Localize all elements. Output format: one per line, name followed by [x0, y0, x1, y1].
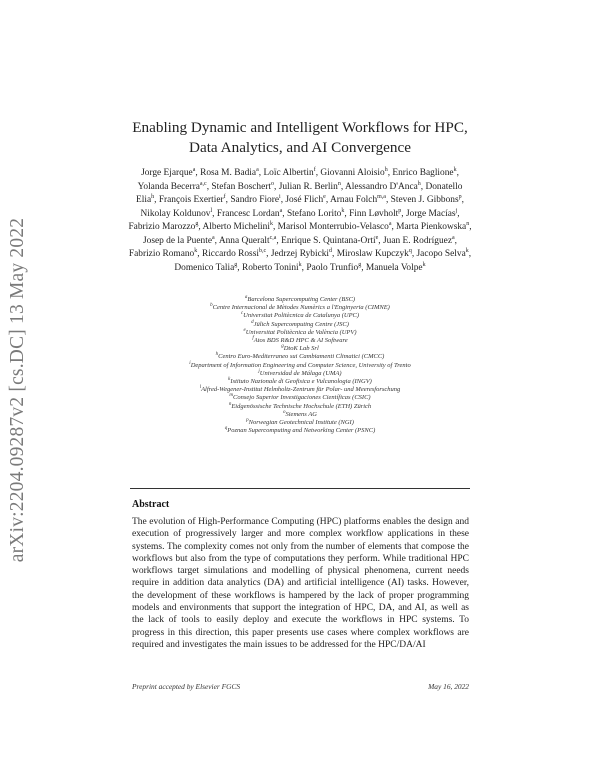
author-entry [349, 209, 401, 219]
author-entry [219, 236, 277, 246]
author-entry [287, 209, 344, 219]
affiliation-item [130, 337, 470, 345]
author-name: Josep de la Puente [142, 235, 212, 246]
author-entry [406, 209, 457, 219]
affiliation-item [130, 394, 470, 402]
author-entry [337, 249, 412, 259]
affiliation-mark: a [244, 294, 248, 300]
author-name: Jacopo Selva [416, 249, 466, 259]
author-entry [271, 249, 332, 259]
author-entry [392, 168, 456, 178]
affiliation-text: Barcelona Supercomputing Center (BSC) [247, 296, 356, 303]
author-name: Enrique S. Quintana-Ortí [281, 235, 376, 246]
author-entry [203, 222, 273, 232]
author-entry [330, 195, 386, 205]
author-name: Fabrizio Romano [128, 249, 195, 259]
author-affiliation-mark: k [194, 247, 198, 254]
author-name: Giovanni Aloisio [320, 168, 385, 178]
author-affiliation-mark: j [455, 207, 458, 214]
affiliation-item [130, 353, 470, 361]
author-name: Francesc Lordan [216, 208, 280, 219]
affiliation-item [130, 296, 470, 304]
author-entry [306, 263, 361, 273]
affiliation-mark: o [283, 409, 286, 415]
footer-preprint-note: Preprint accepted by Elsevier FGCS [132, 682, 241, 691]
author-affiliation-mark: k [341, 207, 345, 214]
author-affiliation-mark: c,a [269, 234, 277, 241]
affiliation-mark: c [240, 311, 244, 317]
author-name: Manuela Volpe [365, 262, 423, 273]
arxiv-identifier [4, 195, 32, 585]
affiliation-text: Department of Information Engineering and Computer Science, University of Trento [190, 361, 411, 369]
author-affiliation-mark: e [323, 193, 326, 200]
affiliation-item [130, 378, 470, 386]
author-affiliation-mark: f [223, 193, 226, 200]
affiliation-item [130, 362, 470, 370]
paper-title [130, 118, 470, 158]
author-name: Enrico Baglione [392, 168, 454, 178]
affiliation-mark: b [210, 303, 213, 309]
affiliation-text: Atos BDS R&D HPC & AI Software [253, 337, 348, 345]
author-affiliation-mark: k [453, 166, 457, 173]
author-entry [285, 195, 325, 205]
author-entry [141, 168, 195, 178]
author-name: Roberto Tonini [241, 262, 299, 273]
arxiv-identifier-text: arXiv:2204.09287v2 [cs.DC] 13 May 2022 [7, 217, 29, 563]
author-name: Rosa M. Badia [200, 168, 257, 178]
title-line-2: Data Analytics, and AI Convergence [189, 139, 411, 156]
author-name: Julian R. Berlin [278, 181, 338, 192]
author-entry [366, 263, 426, 273]
author-entry [143, 236, 215, 246]
title-line-1: Enabling Dynamic and Intelligent Workflows for HPC, [132, 119, 468, 136]
author-name: François Exertier [158, 195, 224, 205]
author-name: Nikolay Koldunov [140, 208, 211, 219]
author-entry [263, 168, 315, 178]
abstract-top-rule [130, 488, 470, 489]
affiliation-item [130, 411, 470, 419]
author-affiliation-mark: k [298, 261, 302, 268]
author-entry [174, 263, 237, 273]
affiliation-text: Centre Internacional de Mètodes Numèrics a l'Enginyeria (CIMNE) [212, 304, 390, 312]
author-name: Loïc Albertin [263, 168, 314, 178]
affiliation-text: Universidad de Málaga (UMA) [259, 369, 342, 377]
affiliation-text: Consejo Superior Investigaciones Científicas (CSIC) [233, 394, 371, 402]
affiliation-item [130, 329, 470, 337]
author-name: Sandro Fiore [230, 195, 280, 205]
author-name: Paolo Trunfio [306, 262, 359, 273]
author-affiliation-mark: p [398, 207, 402, 214]
author-name: Juan E. Rodríguez [382, 235, 452, 246]
author-name: Finn Løvholt [349, 208, 399, 219]
author-affiliation-mark: a [192, 166, 196, 173]
affiliation-text: Poznan Supercomputing and Networking Center (PSNC) [227, 427, 376, 435]
author-affiliation-mark: d [329, 247, 333, 254]
author-name: Anna Queralt [218, 235, 270, 246]
author-entry [417, 249, 469, 259]
author-affiliation-mark: h [384, 166, 388, 173]
author-name: Alberto Michelini [202, 222, 270, 232]
author-name: Riccardo Rossi [201, 249, 259, 259]
author-affiliation-mark: n [337, 180, 341, 187]
affiliation-mark: e [243, 327, 246, 333]
author-entry [211, 182, 274, 192]
affiliation-text: Centro Euro-Mediterraneo sui Cambiamenti Climatici (CMCC) [218, 353, 385, 361]
author-name: Arnau Folch [330, 195, 378, 205]
affiliation-text: Universitat Politècnica de Catalunya (UPC) [243, 312, 360, 320]
affiliation-mark: d [251, 319, 254, 325]
author-affiliation-mark: q [408, 247, 412, 254]
author-affiliation-mark: h [417, 180, 421, 187]
author-entry [278, 222, 392, 232]
affiliation-item [130, 312, 470, 320]
affiliation-text: Alfred-Wegener-Institut Helmholtz-Zentrum für Polar- und Meeresforschung [201, 386, 401, 394]
affiliation-text: Universitat Politècnica de València (UPV) [245, 328, 357, 336]
author-entry [383, 236, 455, 246]
affiliation-text: DtoK Lab Srl [283, 345, 319, 353]
author-entry [279, 182, 341, 192]
affiliation-item [130, 403, 470, 411]
author-list: Jorge Ejarque$^a$, Rosa M. Badia$^a$, Loïc Albertin$^f$, Giovanni Aloisio$^h$, Enrico Baglione$^k$, Yolanda Becerra$^{a,c}$, Stefan Boschert$^o$, Julian R. Berlin$^n$, Alessandro D'Anca$^h$, Donatello Elia$^h$, François Exertier$^f$, Sandro Fiore$^i$, José Flich$^e$, Arnau Folch$^{m,a}$, Steven J. Gibbons$^p$, Nikolay Koldunov$^l$, Francesc Lordan$^a$, Stefano Lorito$^k$, Finn Løvholt$^p$, Jorge Macías$^j$, Fabrizio Marozzo$^g$, Alberto Michelini$^k$, Marisol Monterrubio-Velasco$^a$, Marta Pienkowska$^n$, Josep de la Puente$^a$, Anna Queralt$^{c,a}$, Enrique S. Quintana-Ortí$^e$, Juan E. Rodríguez$^a$, Fabrizio Romano$^k$, Riccardo Rossi$^{b,c}$, Jedrzej Rybicki$^d$, Miroslaw Kupczyk$^q$, Jacopo Selva$^k$, Domenico Talia$^g$, Roberto Tonini$^k$, Paolo Trunfio$^g$, Manuela Volpe$^k$ [128, 166, 472, 273]
author-entry [138, 182, 207, 192]
author-affiliation-mark: k [465, 247, 469, 254]
author-affiliation-mark: i [279, 193, 281, 200]
author-entry [200, 168, 259, 178]
author-name: Miroslaw Kupczyk [336, 249, 409, 259]
author-affiliation-mark: g [234, 261, 238, 268]
author-affiliation-mark: m,a [377, 193, 386, 200]
author-name: Jorge Macías [405, 208, 456, 219]
author-affiliation-mark: n [466, 220, 470, 227]
author-affiliation-mark: a [451, 234, 455, 241]
affiliation-mark: g [281, 344, 284, 350]
author-entry [128, 222, 198, 232]
affiliation-item [130, 370, 470, 378]
affiliation-item [130, 427, 470, 435]
author-affiliation-mark: a [256, 166, 259, 173]
affiliation-mark: j [258, 368, 260, 374]
author-affiliation-mark: a,c [199, 180, 207, 187]
author-name: Jorge Ejarque [141, 168, 193, 178]
author-name: Jedrzej Rybicki [270, 249, 330, 259]
author-affiliation-mark: b,c [258, 247, 267, 254]
affiliation-mark: p [246, 417, 249, 423]
author-entry [140, 209, 212, 219]
author-name: Fabrizio Marozzo [128, 222, 196, 232]
author-entry [345, 182, 421, 192]
affiliation-mark: n [228, 401, 232, 407]
author-affiliation-mark: o [271, 180, 275, 187]
author-entry [217, 209, 282, 219]
author-name: Donatello Elia [136, 181, 463, 205]
author-name: Marisol Monterrubio-Velasco [277, 222, 389, 232]
author-affiliation-mark: h [151, 193, 155, 200]
affiliation-mark: k [228, 376, 231, 382]
affiliation-mark: i [189, 360, 191, 366]
author-name: Steven J. Gibbons [390, 195, 459, 205]
author-name: Stefano Lorito [286, 208, 342, 219]
author-entry [391, 195, 462, 205]
affiliation-mark: h [215, 352, 219, 358]
author-entry [202, 249, 266, 259]
affiliation-text: Jülich Supercomputing Centre (JSC) [253, 320, 349, 328]
author-affiliation-mark: p [458, 193, 462, 200]
author-affiliation-mark: f [313, 166, 316, 173]
author-entry [230, 195, 280, 205]
author-name: Domenico Talia [174, 262, 235, 273]
affiliation-list [130, 296, 470, 435]
affiliation-text: Eidgenössische Technische Hochschule (ETH) Zürich [231, 402, 372, 410]
author-affiliation-mark: a [279, 207, 283, 214]
author-affiliation-mark: g [358, 261, 362, 268]
author-affiliation-mark: k [269, 220, 273, 227]
author-name: Marta Pienkowska [396, 222, 467, 232]
author-entry [281, 236, 378, 246]
affiliation-text: Siemens AG [285, 410, 317, 418]
affiliation-mark: q [224, 426, 228, 432]
author-name: Yolanda Becerra [137, 181, 200, 192]
author-name: José Flich [285, 195, 324, 205]
affiliation-mark: l [199, 385, 202, 391]
affiliation-mark: m [229, 393, 234, 399]
author-affiliation-mark: a [388, 220, 392, 227]
author-name: Stefan Boschert [211, 181, 272, 192]
author-affiliation-mark: a [211, 234, 215, 241]
author-entry [320, 168, 387, 178]
author-entry [129, 249, 197, 259]
affiliation-mark: f [252, 335, 254, 341]
author-affiliation-mark: k [422, 261, 426, 268]
author-affiliation-mark: e [375, 234, 379, 241]
abstract-body: The evolution of High-Performance Computing (HPC) platforms enables the design and execution of progressively larger and more complex workflow applications in these systems. The complexity comes not only from the number of elements that compose the workflows but also from the type of computations they perform. While traditional HPC workflows target simulations and modelling of physical phenomena, current needs require in addition data analytics (DA) and artificial intelligence (AI) tasks. However, the development of these workflows is hampered by the lack of proper programming models and environments that support the integration of HPC, DA, and AI, as well as the lack of tools to easily deploy and execute the workflows in HPC systems. To progress in this direction, this paper presents use cases where complex workflows are required and investigates the main issues to be addressed for the HPC/DA/AI [132, 517, 469, 650]
affiliation-item [130, 321, 470, 329]
affiliation-text: Norwegian Geotechnical Institute (NGI) [248, 419, 354, 427]
author-affiliation-mark: l [210, 207, 213, 214]
author-name: Alessandro D'Anca [345, 181, 418, 192]
affiliation-text: Istituto Nazionale di Geofisica e Vulcanologia (INGV) [230, 378, 372, 386]
author-entry [242, 263, 302, 273]
author-entry [159, 195, 226, 205]
author-affiliation-mark: g [195, 220, 199, 227]
abstract-heading: Abstract [132, 499, 170, 510]
footer-date: May 16, 2022 [428, 682, 469, 691]
author-entry [396, 222, 469, 232]
